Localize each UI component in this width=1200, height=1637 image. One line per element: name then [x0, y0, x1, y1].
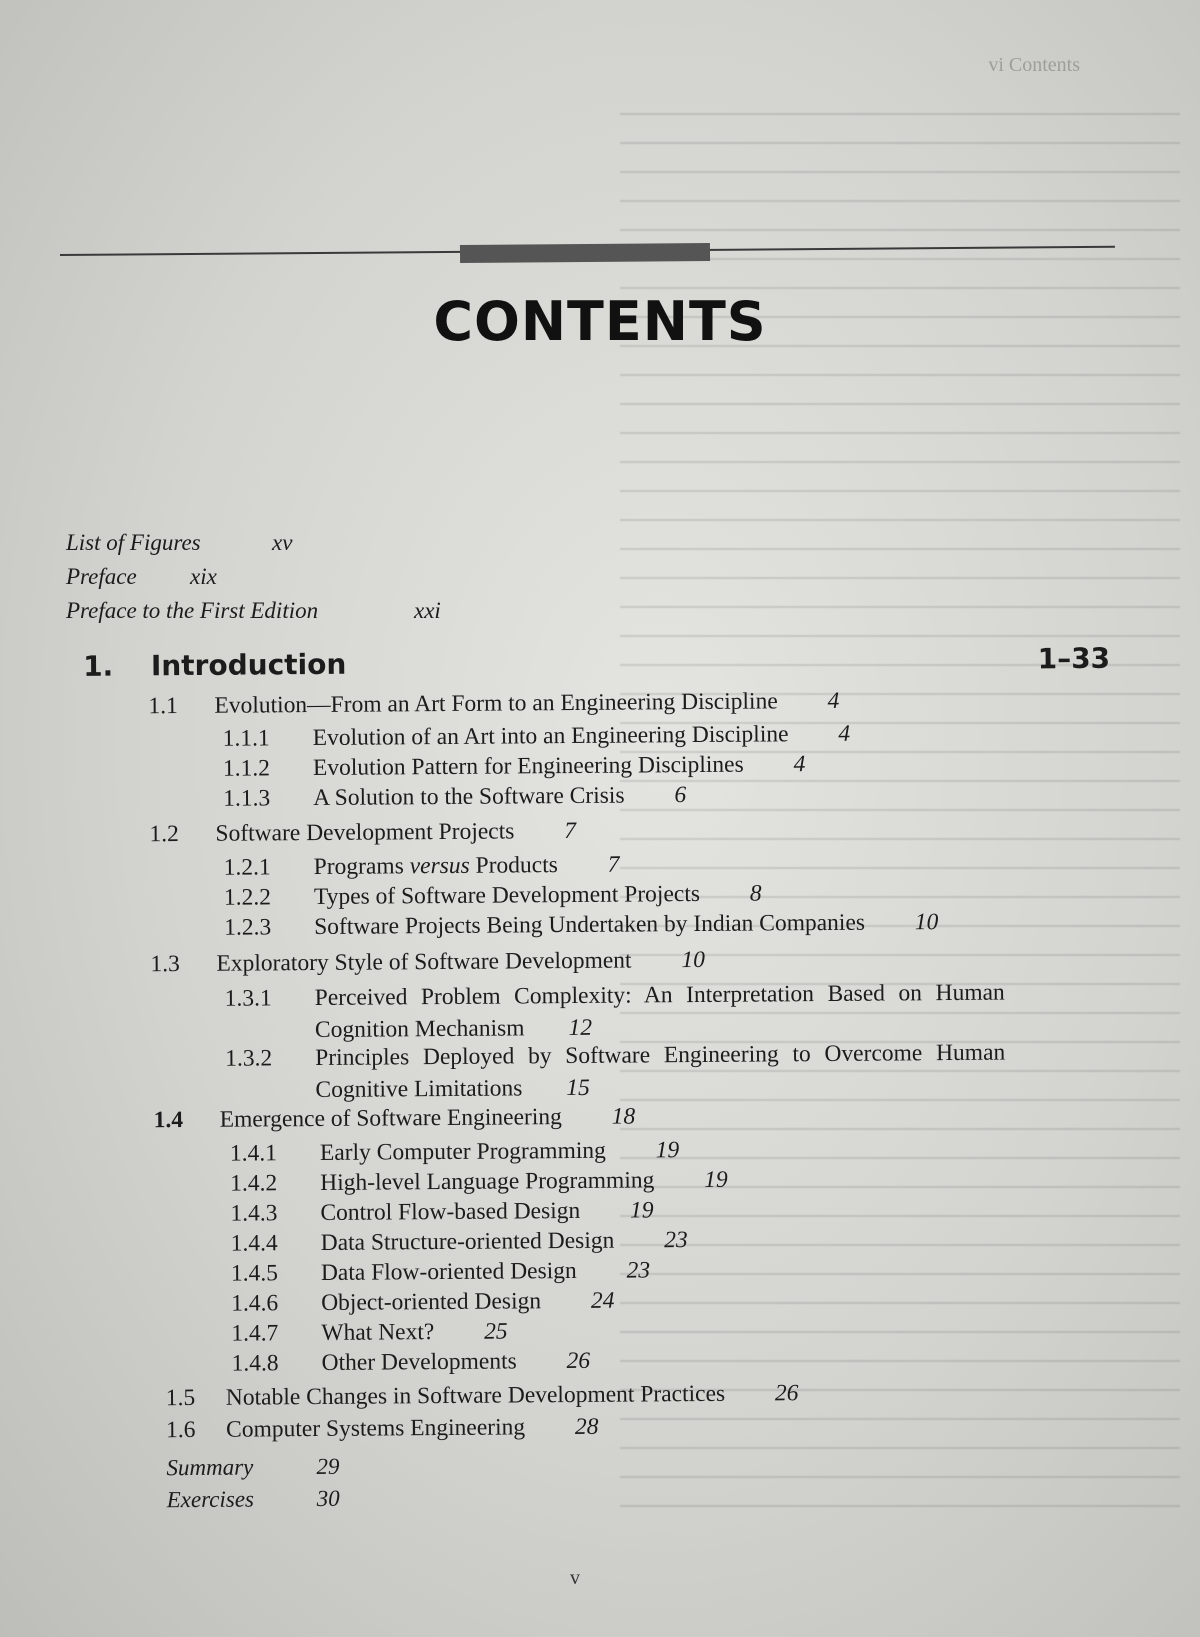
toc-entry: [223, 751, 806, 783]
table-of-contents: [0, 641, 1200, 1550]
header-rule-tab: [460, 243, 710, 263]
toc-entry: [166, 1454, 339, 1481]
back-matter-page: 29: [316, 1453, 340, 1480]
back-matter-label: Summary: [166, 1454, 254, 1481]
toc-entry: [166, 1414, 599, 1444]
section-number: 1.4.3: [230, 1200, 278, 1227]
section-title: High-level Language Programming: [320, 1167, 655, 1196]
front-matter-label: Preface: [66, 564, 137, 589]
toc-entry: [224, 852, 620, 882]
section-page: 26: [774, 1380, 799, 1407]
section-number: 1.4.1: [229, 1140, 278, 1167]
front-matter-page: xix: [190, 564, 217, 589]
chapter-page-range: 1–33: [1037, 641, 1111, 676]
section-page: 24: [590, 1287, 615, 1314]
front-matter-label: Preface to the First Edition: [66, 598, 319, 623]
section-title: Types of Software Development Projects: [313, 880, 701, 911]
toc-entry: [230, 1137, 679, 1168]
section-page: 25: [484, 1318, 508, 1345]
section-page: 12: [568, 1014, 593, 1042]
front-matter-list: [66, 526, 441, 628]
section-page: 19: [704, 1166, 728, 1193]
section-page: 23: [664, 1227, 688, 1254]
toc-entry: [232, 1348, 591, 1378]
back-matter-label: Exercises: [166, 1486, 255, 1513]
section-page: 4: [838, 720, 851, 747]
page-title: CONTENTS: [433, 290, 767, 353]
chapter-title: Introduction: [150, 647, 347, 683]
front-matter-item: [66, 594, 441, 628]
section-title-part: Programs: [313, 853, 410, 881]
section-number: 1.4.7: [231, 1320, 279, 1347]
section-title: Data Flow-oriented Design: [320, 1257, 577, 1286]
running-header: vi Contents: [988, 54, 1080, 76]
section-title: Notable Changes in Software Development Practices: [225, 1380, 726, 1411]
section-number: 1.1: [148, 693, 178, 720]
section-page: 7: [564, 817, 577, 845]
toc-entry: [148, 688, 839, 720]
toc-entry: [230, 1167, 728, 1198]
toc-entry: [225, 1037, 1005, 1107]
section-number: 1.4: [153, 1107, 184, 1134]
section-title: Software Projects Being Undertaken by Indian Companies: [314, 909, 866, 941]
section-title: Other Developments: [321, 1348, 517, 1376]
section-number: 1.4.5: [230, 1260, 279, 1287]
section-page: 26: [566, 1347, 591, 1375]
section-number: 1.5: [165, 1384, 196, 1412]
section-title: What Next?: [321, 1319, 435, 1346]
section-number: 1.1.1: [222, 725, 270, 752]
section-title: Evolution—From an Art Form to an Engineering Discipline: [214, 688, 778, 719]
section-page: 19: [655, 1137, 680, 1164]
section-title: Exploratory Style of Software Development: [216, 947, 632, 977]
section-title: Early Computer Programming: [319, 1137, 606, 1166]
toc-entry: [224, 909, 938, 942]
section-number: 1.3.1: [224, 985, 272, 1012]
toc-entry: [150, 947, 705, 978]
section-number: 1.1.2: [222, 755, 271, 782]
front-matter-item: [66, 526, 441, 560]
section-page: 19: [629, 1197, 654, 1224]
page-folio: v: [570, 1567, 580, 1589]
section-title-emphasis: versus: [409, 852, 470, 880]
toc-entry: [167, 1486, 340, 1513]
section-number: 1.4.6: [231, 1290, 279, 1317]
toc-entry: [230, 1197, 653, 1227]
section-page: 6: [674, 782, 687, 809]
front-matter-page: xxi: [414, 598, 441, 623]
section-number: 1.4.8: [231, 1350, 279, 1377]
section-number: 1.4.2: [230, 1170, 278, 1197]
section-number: 1.2.2: [223, 884, 272, 911]
toc-entry: [223, 782, 686, 813]
section-number: 1.3.2: [225, 1045, 273, 1072]
toc-entry: [231, 1227, 688, 1258]
section-number: 1.6: [166, 1416, 196, 1444]
front-matter-page: xv: [272, 530, 293, 555]
section-title: Evolution of an Art into an Engineering Discipline: [312, 721, 789, 752]
section-number: 1.2.1: [223, 854, 271, 881]
section-title: Software Development Projects: [215, 818, 515, 847]
front-matter-label: List of Figures: [66, 530, 201, 555]
section-number: 1.1.3: [223, 785, 271, 812]
section-title: Control Flow-based Design: [320, 1197, 581, 1226]
toc-entry: [225, 977, 1005, 1047]
section-number: 1.4.4: [230, 1230, 278, 1257]
front-matter-item: [66, 560, 441, 594]
section-page: 23: [626, 1257, 651, 1284]
toc-entry: [154, 1103, 636, 1134]
section-page: 18: [611, 1103, 636, 1130]
section-title: Computer Systems Engineering: [226, 1414, 526, 1443]
section-page: 4: [793, 751, 806, 778]
section-page: 10: [681, 946, 705, 974]
section-title: Object-oriented Design: [321, 1288, 542, 1316]
section-page: 28: [574, 1413, 599, 1440]
section-number: 1.2.3: [224, 914, 272, 941]
section-title: A Solution to the Software Crisis: [313, 782, 625, 812]
toc-entry: [166, 1380, 799, 1412]
section-title: Evolution Pattern for Engineering Disciplines: [312, 751, 744, 782]
section-page: 8: [749, 880, 762, 907]
toc-entry: [223, 721, 851, 753]
toc-entry: [149, 818, 576, 848]
section-title-part: Products: [469, 852, 558, 879]
section-page: 4: [827, 687, 840, 714]
section-page: 10: [914, 909, 939, 936]
toc-entry: [231, 1319, 507, 1348]
section-number: 1.2: [149, 821, 179, 848]
chapter-heading: [83, 642, 1110, 683]
section-number: 1.3: [150, 951, 180, 978]
toc-entry: [224, 880, 762, 911]
chapter-number: 1.: [82, 649, 114, 683]
section-title: Perceived Problem Complexity: An Interpretation Based on Human Cognition Mechanism: [314, 979, 1005, 1044]
section-page: 7: [607, 851, 620, 878]
section-title: Principles Deployed by Software Engineering to Overcome Human Cognitive Limitations: [315, 1039, 1006, 1104]
toc-entry: [231, 1288, 614, 1318]
section-title: Data Structure-oriented Design: [320, 1227, 615, 1256]
back-matter-page: 30: [316, 1485, 340, 1512]
toc-entry: [231, 1257, 650, 1287]
section-page: 15: [566, 1074, 590, 1102]
section-title: Emergence of Software Engineering: [219, 1104, 562, 1133]
